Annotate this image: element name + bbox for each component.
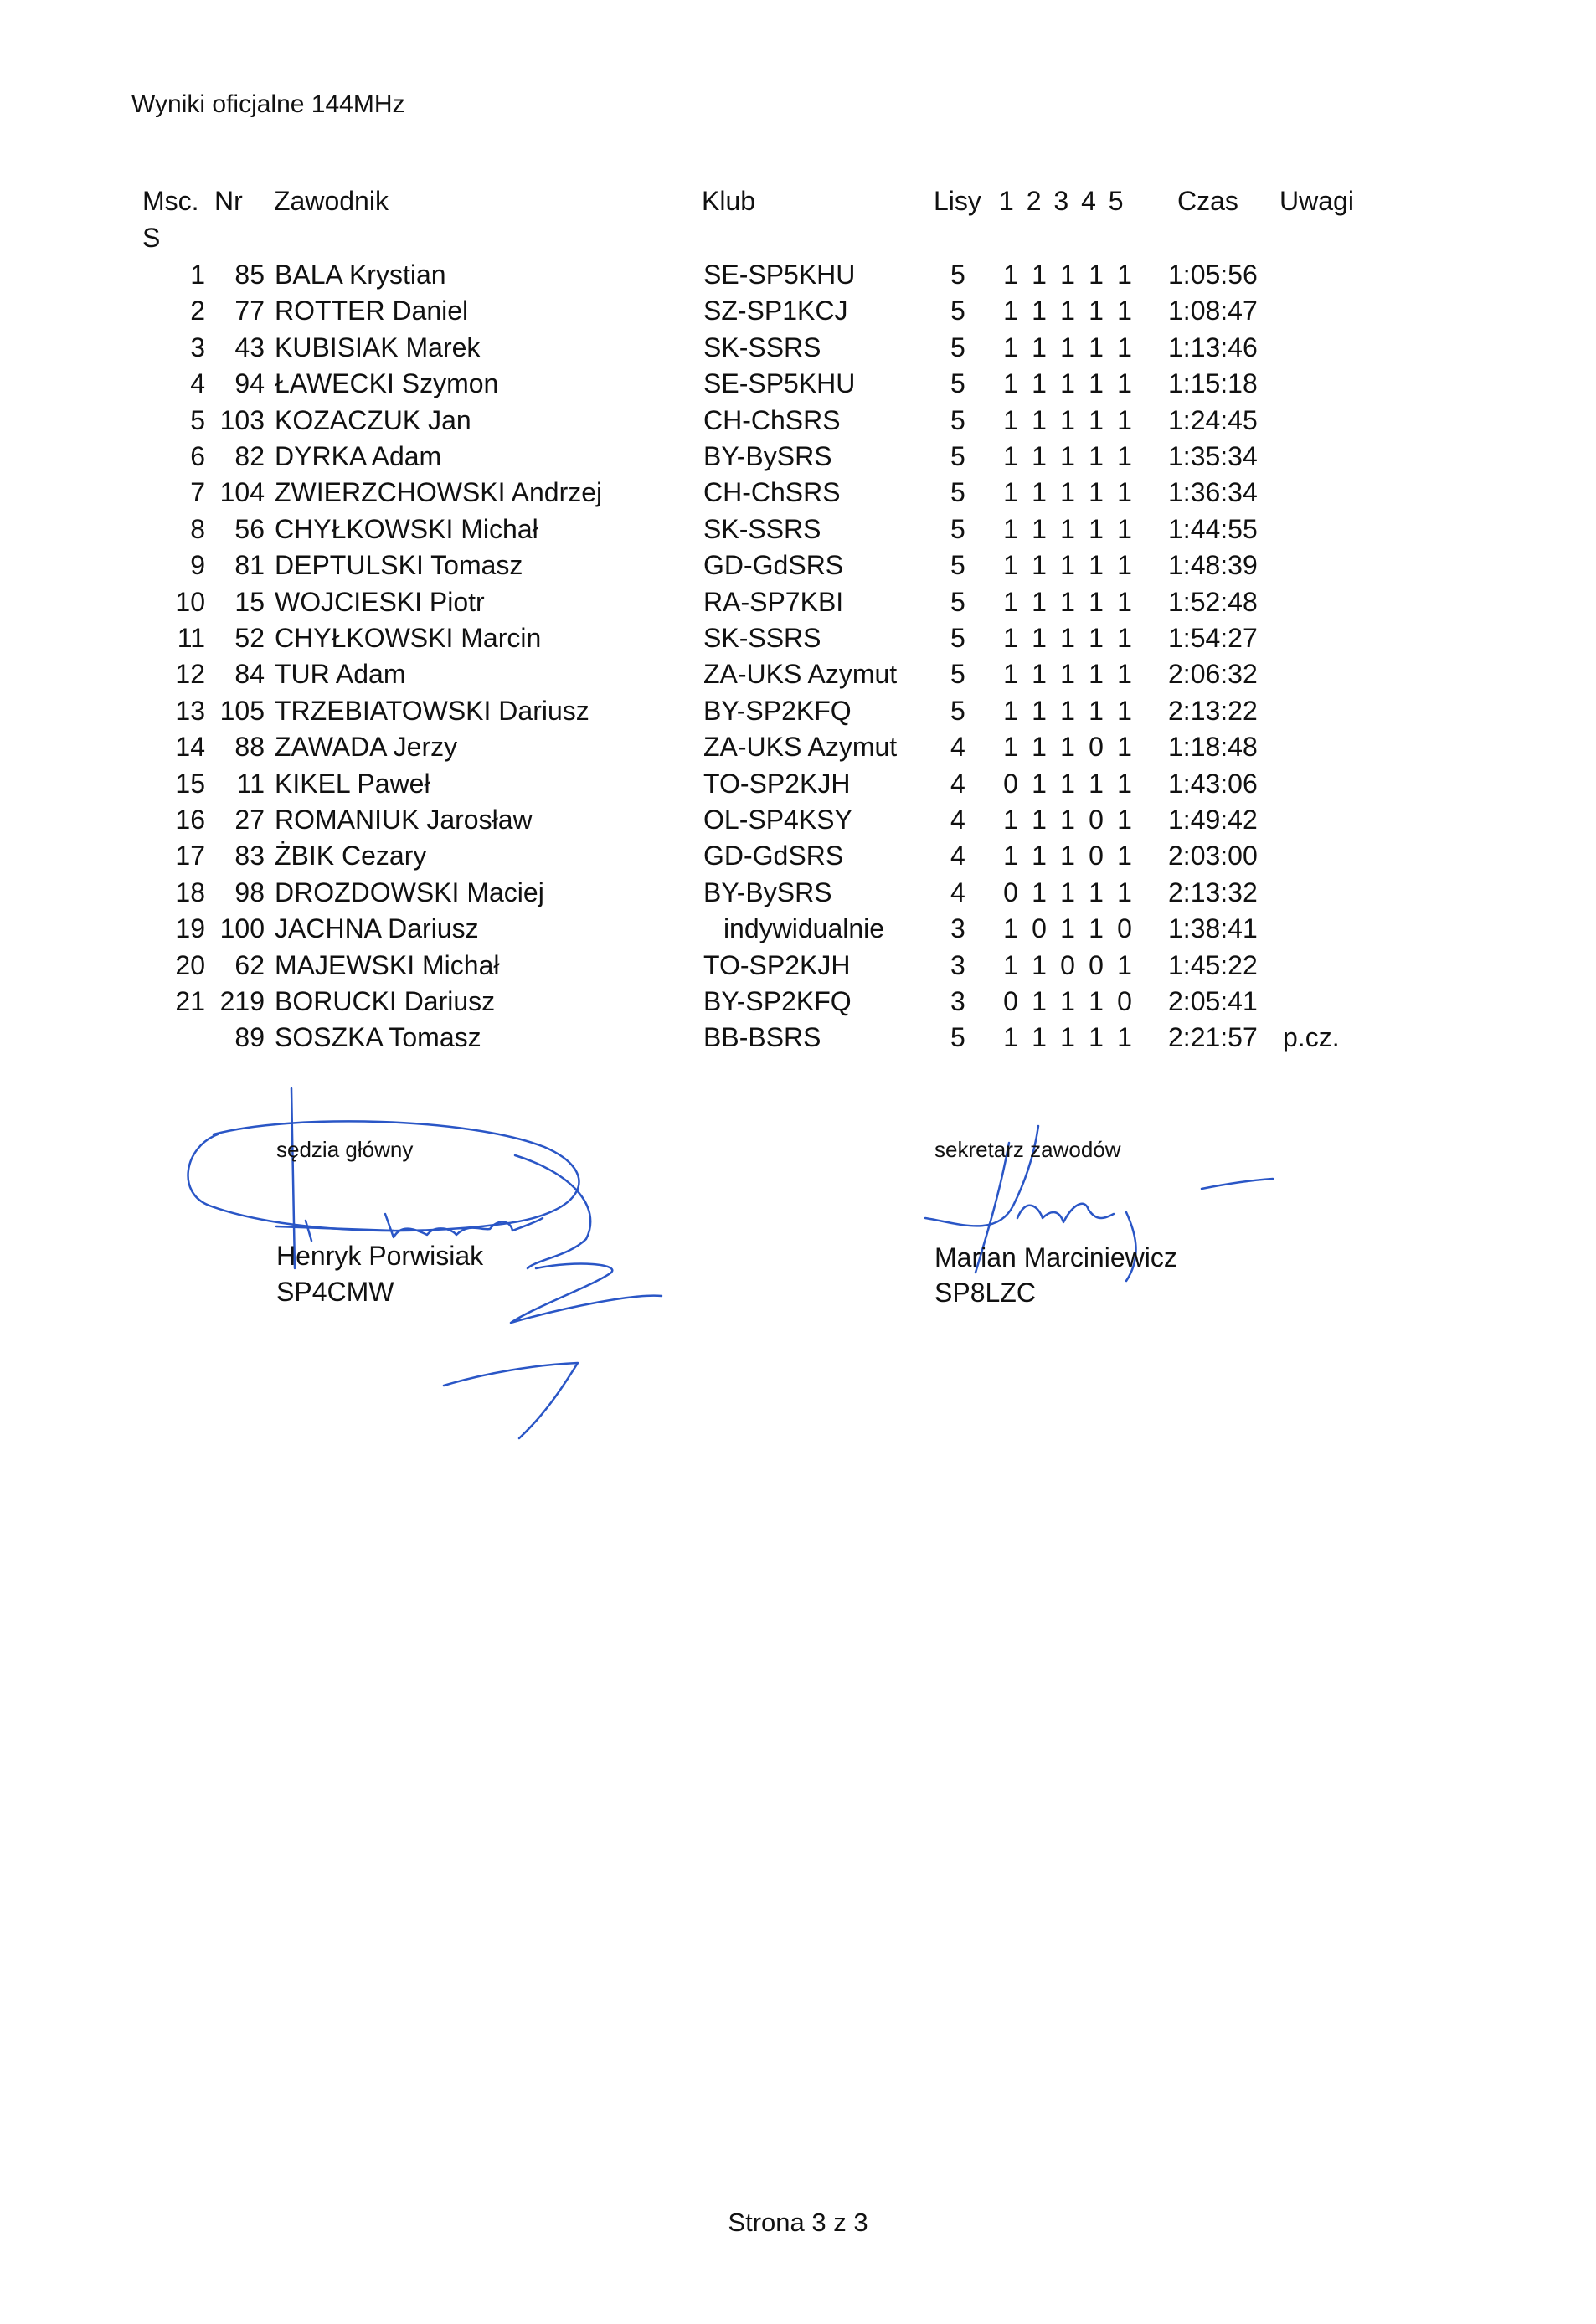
fox-5-cell: 1 bbox=[1117, 296, 1132, 326]
name-cell: ZWIERZCHOWSKI Andrzej bbox=[275, 477, 603, 508]
club-cell: SK-SSRS bbox=[703, 623, 821, 653]
time-cell: 1:18:48 bbox=[1168, 732, 1258, 763]
fox-3-cell: 1 bbox=[1060, 368, 1075, 399]
judge-role: sędzia główny bbox=[276, 1137, 414, 1162]
nr-cell: 98 bbox=[234, 877, 265, 907]
fox-1-cell: 1 bbox=[1003, 260, 1018, 290]
fox-4-cell: 1 bbox=[1089, 477, 1104, 508]
fox-4-cell: 0 bbox=[1089, 949, 1104, 980]
note-cell: p.cz. bbox=[1283, 1022, 1340, 1053]
lisy-cell: 5 bbox=[950, 513, 965, 544]
place-cell: 6 bbox=[190, 441, 205, 471]
time-cell: 2:05:41 bbox=[1168, 986, 1258, 1016]
nr-cell: 27 bbox=[234, 805, 265, 835]
fox-4-cell: 1 bbox=[1089, 550, 1104, 581]
nr-cell: 43 bbox=[234, 332, 265, 362]
fox-5-cell: 1 bbox=[1117, 441, 1132, 471]
lisy-cell: 4 bbox=[950, 877, 965, 907]
fox-1-cell: 1 bbox=[1003, 1022, 1018, 1053]
place-cell: 16 bbox=[175, 805, 205, 835]
club-cell: SK-SSRS bbox=[703, 332, 821, 362]
fox-1-cell: 1 bbox=[1003, 841, 1018, 872]
place-cell: 7 bbox=[190, 477, 205, 508]
fox-4-cell: 1 bbox=[1089, 296, 1104, 326]
fox-2-cell: 1 bbox=[1032, 404, 1047, 435]
place-cell: 20 bbox=[175, 949, 205, 980]
header-lisy: Lisy bbox=[934, 186, 981, 216]
name-cell: WOJCIESKI Piotr bbox=[275, 586, 485, 617]
fox-5-cell: 0 bbox=[1117, 913, 1132, 944]
fox-4-cell: 0 bbox=[1089, 805, 1104, 835]
place-cell: 13 bbox=[175, 695, 205, 726]
place-cell: 10 bbox=[175, 586, 205, 617]
lisy-cell: 4 bbox=[950, 732, 965, 763]
fox-5-cell: 1 bbox=[1117, 877, 1132, 907]
lisy-cell: 5 bbox=[950, 586, 965, 617]
time-cell: 1:15:18 bbox=[1168, 368, 1258, 399]
fox-3-cell: 1 bbox=[1060, 441, 1075, 471]
club-cell: RA-SP7KBI bbox=[703, 586, 844, 617]
fox-4-cell: 1 bbox=[1089, 986, 1104, 1016]
nr-cell: 89 bbox=[234, 1022, 265, 1053]
fox-3-cell: 1 bbox=[1060, 477, 1075, 508]
time-cell: 1:44:55 bbox=[1168, 513, 1258, 544]
nr-cell: 85 bbox=[234, 260, 265, 290]
place-cell: 4 bbox=[190, 368, 205, 399]
fox-1-cell: 1 bbox=[1003, 623, 1018, 653]
lisy-cell: 5 bbox=[950, 260, 965, 290]
club-cell: indywidualnie bbox=[723, 913, 885, 944]
fox-2-cell: 1 bbox=[1032, 586, 1047, 617]
time-cell: 1:05:56 bbox=[1168, 260, 1258, 290]
nr-cell: 104 bbox=[219, 477, 265, 508]
lisy-cell: 4 bbox=[950, 768, 965, 799]
time-cell: 1:54:27 bbox=[1168, 623, 1258, 653]
nr-cell: 11 bbox=[236, 768, 265, 799]
header-nr: Nr bbox=[214, 186, 243, 216]
name-cell: DROZDOWSKI Maciej bbox=[275, 877, 544, 907]
fox-1-cell: 1 bbox=[1003, 368, 1018, 399]
club-cell: SK-SSRS bbox=[703, 513, 821, 544]
fox-1-cell: 1 bbox=[1003, 332, 1018, 362]
lisy-cell: 5 bbox=[950, 550, 965, 581]
name-cell: CHYŁKOWSKI Marcin bbox=[275, 623, 542, 653]
fox-2-cell: 1 bbox=[1032, 659, 1047, 690]
fox-5-cell: 1 bbox=[1117, 550, 1132, 581]
place-cell: 17 bbox=[175, 841, 205, 872]
fox-4-cell: 1 bbox=[1089, 586, 1104, 617]
fox-1-cell: 1 bbox=[1003, 296, 1018, 326]
name-cell: ŻBIK Cezary bbox=[275, 841, 427, 872]
fox-1-cell: 1 bbox=[1003, 586, 1018, 617]
name-cell: ZAWADA Jerzy bbox=[275, 732, 458, 763]
lisy-cell: 4 bbox=[950, 805, 965, 835]
nr-cell: 82 bbox=[234, 441, 265, 471]
fox-4-cell: 1 bbox=[1089, 768, 1104, 799]
nr-cell: 83 bbox=[234, 841, 265, 872]
fox-4-cell: 1 bbox=[1089, 913, 1104, 944]
club-cell: SE-SP5KHU bbox=[703, 260, 856, 290]
fox-2-cell: 1 bbox=[1032, 949, 1047, 980]
header-msc-s: S bbox=[142, 223, 161, 253]
club-cell: BY-BySRS bbox=[703, 441, 832, 471]
header-zawodnik: Zawodnik bbox=[274, 186, 389, 216]
lisy-cell: 5 bbox=[950, 368, 965, 399]
fox-3-cell: 1 bbox=[1060, 332, 1075, 362]
fox-5-cell: 1 bbox=[1117, 586, 1132, 617]
secretary-callsign: SP8LZC bbox=[934, 1278, 1036, 1308]
fox-5-cell: 1 bbox=[1117, 260, 1132, 290]
club-cell: BY-BySRS bbox=[703, 877, 832, 907]
name-cell: KIKEL Paweł bbox=[275, 768, 430, 799]
time-cell: 1:49:42 bbox=[1168, 805, 1258, 835]
judge-name: Henryk Porwisiak bbox=[276, 1241, 484, 1271]
time-cell: 2:06:32 bbox=[1168, 659, 1258, 690]
fox-2-cell: 1 bbox=[1032, 513, 1047, 544]
fox-3-cell: 1 bbox=[1060, 695, 1075, 726]
document-title: Wyniki oficjalne 144MHz bbox=[131, 90, 405, 118]
fox-2-cell: 0 bbox=[1032, 913, 1047, 944]
place-cell: 9 bbox=[190, 550, 205, 581]
fox-1-cell: 1 bbox=[1003, 913, 1018, 944]
fox-3-cell: 1 bbox=[1060, 877, 1075, 907]
club-cell: BY-SP2KFQ bbox=[703, 695, 852, 726]
fox-1-cell: 1 bbox=[1003, 732, 1018, 763]
fox-3-cell: 1 bbox=[1060, 550, 1075, 581]
time-cell: 1:52:48 bbox=[1168, 586, 1258, 617]
place-cell: 14 bbox=[175, 732, 205, 763]
name-cell: BORUCKI Dariusz bbox=[275, 986, 496, 1016]
time-cell: 1:48:39 bbox=[1168, 550, 1258, 581]
club-cell: CH-ChSRS bbox=[703, 404, 841, 435]
nr-cell: 77 bbox=[234, 296, 265, 326]
header-msc: Msc. bbox=[142, 186, 199, 216]
fox-5-cell: 1 bbox=[1117, 768, 1132, 799]
nr-cell: 88 bbox=[234, 732, 265, 763]
fox-2-cell: 1 bbox=[1032, 441, 1047, 471]
name-cell: TRZEBIATOWSKI Dariusz bbox=[275, 695, 589, 726]
fox-3-cell: 1 bbox=[1060, 1022, 1075, 1053]
fox-3-cell: 1 bbox=[1060, 986, 1075, 1016]
time-cell: 2:03:00 bbox=[1168, 841, 1258, 872]
fox-1-cell: 0 bbox=[1003, 768, 1018, 799]
fox-5-cell: 1 bbox=[1117, 1022, 1132, 1053]
club-cell: GD-GdSRS bbox=[703, 841, 844, 872]
fox-5-cell: 1 bbox=[1117, 805, 1132, 835]
fox-4-cell: 1 bbox=[1089, 695, 1104, 726]
time-cell: 2:13:22 bbox=[1168, 695, 1258, 726]
place-cell: 2 bbox=[190, 296, 205, 326]
club-cell: SZ-SP1KCJ bbox=[703, 296, 848, 326]
fox-4-cell: 1 bbox=[1089, 404, 1104, 435]
fox-5-cell: 1 bbox=[1117, 477, 1132, 508]
fox-5-cell: 0 bbox=[1117, 986, 1132, 1016]
time-cell: 1:24:45 bbox=[1168, 404, 1258, 435]
header-klub: Klub bbox=[702, 186, 756, 216]
fox-2-cell: 1 bbox=[1032, 550, 1047, 581]
lisy-cell: 5 bbox=[950, 296, 965, 326]
time-cell: 2:13:32 bbox=[1168, 877, 1258, 907]
nr-cell: 103 bbox=[219, 404, 265, 435]
time-cell: 1:38:41 bbox=[1168, 913, 1258, 944]
lisy-cell: 5 bbox=[950, 659, 965, 690]
fox-4-cell: 1 bbox=[1089, 332, 1104, 362]
fox-3-cell: 1 bbox=[1060, 586, 1075, 617]
lisy-cell: 5 bbox=[950, 695, 965, 726]
fox-4-cell: 1 bbox=[1089, 368, 1104, 399]
time-cell: 1:35:34 bbox=[1168, 441, 1258, 471]
club-cell: TO-SP2KJH bbox=[703, 768, 851, 799]
name-cell: CHYŁKOWSKI Michał bbox=[275, 513, 538, 544]
place-cell: 18 bbox=[175, 877, 205, 907]
fox-5-cell: 1 bbox=[1117, 332, 1132, 362]
header-uwagi: Uwagi bbox=[1279, 186, 1354, 216]
header-czas: Czas bbox=[1177, 186, 1238, 216]
time-cell: 1:08:47 bbox=[1168, 296, 1258, 326]
fox-2-cell: 1 bbox=[1032, 623, 1047, 653]
club-cell: TO-SP2KJH bbox=[703, 949, 851, 980]
name-cell: ROMANIUK Jarosław bbox=[275, 805, 533, 835]
name-cell: DEPTULSKI Tomasz bbox=[275, 550, 523, 581]
fox-3-cell: 0 bbox=[1060, 949, 1075, 980]
fox-3-cell: 1 bbox=[1060, 732, 1075, 763]
judge-callsign: SP4CMW bbox=[276, 1277, 394, 1307]
club-cell: OL-SP4KSY bbox=[703, 805, 852, 835]
fox-4-cell: 1 bbox=[1089, 659, 1104, 690]
club-cell: SE-SP5KHU bbox=[703, 368, 856, 399]
name-cell: TUR Adam bbox=[275, 659, 406, 690]
nr-cell: 219 bbox=[219, 986, 265, 1016]
fox-5-cell: 1 bbox=[1117, 841, 1132, 872]
fox-2-cell: 1 bbox=[1032, 877, 1047, 907]
place-cell: 11 bbox=[177, 623, 205, 653]
fox-1-cell: 0 bbox=[1003, 877, 1018, 907]
fox-2-cell: 1 bbox=[1032, 296, 1047, 326]
nr-cell: 62 bbox=[234, 949, 265, 980]
fox-1-cell: 1 bbox=[1003, 550, 1018, 581]
club-cell: ZA-UKS Azymut bbox=[703, 659, 898, 690]
fox-2-cell: 1 bbox=[1032, 477, 1047, 508]
secretary-name: Marian Marciniewicz bbox=[934, 1242, 1177, 1273]
nr-cell: 105 bbox=[219, 695, 265, 726]
nr-cell: 56 bbox=[234, 513, 265, 544]
fox-2-cell: 1 bbox=[1032, 260, 1047, 290]
page-footer: Strona 3 z 3 bbox=[728, 2208, 868, 2237]
fox-1-cell: 1 bbox=[1003, 805, 1018, 835]
fox-2-cell: 1 bbox=[1032, 841, 1047, 872]
time-cell: 2:21:57 bbox=[1168, 1022, 1258, 1053]
fox-5-cell: 1 bbox=[1117, 513, 1132, 544]
place-cell: 8 bbox=[190, 513, 205, 544]
fox-1-cell: 1 bbox=[1003, 695, 1018, 726]
nr-cell: 15 bbox=[234, 586, 265, 617]
lisy-cell: 5 bbox=[950, 1022, 965, 1053]
name-cell: SOSZKA Tomasz bbox=[275, 1022, 481, 1053]
fox-1-cell: 1 bbox=[1003, 659, 1018, 690]
time-cell: 1:36:34 bbox=[1168, 477, 1258, 508]
nr-cell: 94 bbox=[234, 368, 265, 399]
fox-3-cell: 1 bbox=[1060, 841, 1075, 872]
fox-1-cell: 1 bbox=[1003, 513, 1018, 544]
name-cell: JACHNA Dariusz bbox=[275, 913, 479, 944]
club-cell: BY-SP2KFQ bbox=[703, 986, 852, 1016]
name-cell: MAJEWSKI Michał bbox=[275, 949, 500, 980]
nr-cell: 84 bbox=[234, 659, 265, 690]
fox-4-cell: 1 bbox=[1089, 260, 1104, 290]
name-cell: DYRKA Adam bbox=[275, 441, 442, 471]
fox-3-cell: 1 bbox=[1060, 260, 1075, 290]
fox-3-cell: 1 bbox=[1060, 659, 1075, 690]
name-cell: ROTTER Daniel bbox=[275, 296, 469, 326]
place-cell: 15 bbox=[175, 768, 205, 799]
club-cell: CH-ChSRS bbox=[703, 477, 841, 508]
fox-4-cell: 1 bbox=[1089, 441, 1104, 471]
fox-5-cell: 1 bbox=[1117, 659, 1132, 690]
fox-5-cell: 1 bbox=[1117, 695, 1132, 726]
place-cell: 12 bbox=[175, 659, 205, 690]
nr-cell: 100 bbox=[219, 913, 265, 944]
place-cell: 21 bbox=[175, 986, 205, 1016]
fox-5-cell: 1 bbox=[1117, 623, 1132, 653]
fox-5-cell: 1 bbox=[1117, 368, 1132, 399]
fox-1-cell: 1 bbox=[1003, 404, 1018, 435]
nr-cell: 81 bbox=[234, 550, 265, 581]
time-cell: 1:13:46 bbox=[1168, 332, 1258, 362]
name-cell: ŁAWECKI Szymon bbox=[275, 368, 499, 399]
fox-3-cell: 1 bbox=[1060, 513, 1075, 544]
fox-2-cell: 1 bbox=[1032, 695, 1047, 726]
fox-3-cell: 1 bbox=[1060, 768, 1075, 799]
fox-3-cell: 1 bbox=[1060, 404, 1075, 435]
place-cell: 5 bbox=[190, 404, 205, 435]
fox-2-cell: 1 bbox=[1032, 332, 1047, 362]
fox-3-cell: 1 bbox=[1060, 913, 1075, 944]
fox-4-cell: 1 bbox=[1089, 1022, 1104, 1053]
secretary-role: sekretarz zawodów bbox=[934, 1137, 1121, 1162]
fox-1-cell: 1 bbox=[1003, 949, 1018, 980]
lisy-cell: 4 bbox=[950, 841, 965, 872]
club-cell: BB-BSRS bbox=[703, 1022, 821, 1053]
fox-1-cell: 1 bbox=[1003, 441, 1018, 471]
club-cell: GD-GdSRS bbox=[703, 550, 844, 581]
lisy-cell: 5 bbox=[950, 477, 965, 508]
fox-4-cell: 0 bbox=[1089, 732, 1104, 763]
lisy-cell: 3 bbox=[950, 986, 965, 1016]
fox-4-cell: 0 bbox=[1089, 841, 1104, 872]
fox-3-cell: 1 bbox=[1060, 805, 1075, 835]
fox-2-cell: 1 bbox=[1032, 805, 1047, 835]
lisy-cell: 5 bbox=[950, 623, 965, 653]
name-cell: BALA Krystian bbox=[275, 260, 446, 290]
place-cell: 19 bbox=[175, 913, 205, 944]
fox-5-cell: 1 bbox=[1117, 732, 1132, 763]
lisy-cell: 3 bbox=[950, 913, 965, 944]
fox-5-cell: 1 bbox=[1117, 949, 1132, 980]
fox-2-cell: 1 bbox=[1032, 368, 1047, 399]
fox-4-cell: 1 bbox=[1089, 513, 1104, 544]
fox-2-cell: 1 bbox=[1032, 732, 1047, 763]
fox-5-cell: 1 bbox=[1117, 404, 1132, 435]
fox-3-cell: 1 bbox=[1060, 296, 1075, 326]
time-cell: 1:45:22 bbox=[1168, 949, 1258, 980]
name-cell: KUBISIAK Marek bbox=[275, 332, 481, 362]
name-cell: KOZACZUK Jan bbox=[275, 404, 471, 435]
fox-2-cell: 1 bbox=[1032, 986, 1047, 1016]
fox-3-cell: 1 bbox=[1060, 623, 1075, 653]
lisy-cell: 3 bbox=[950, 949, 965, 980]
club-cell: ZA-UKS Azymut bbox=[703, 732, 898, 763]
lisy-cell: 5 bbox=[950, 404, 965, 435]
place-cell: 1 bbox=[190, 260, 205, 290]
lisy-cell: 5 bbox=[950, 441, 965, 471]
header-points: 1 2 3 4 5 bbox=[999, 186, 1124, 216]
fox-4-cell: 1 bbox=[1089, 877, 1104, 907]
fox-2-cell: 1 bbox=[1032, 1022, 1047, 1053]
fox-4-cell: 1 bbox=[1089, 623, 1104, 653]
place-cell: 3 bbox=[190, 332, 205, 362]
lisy-cell: 5 bbox=[950, 332, 965, 362]
nr-cell: 52 bbox=[234, 623, 265, 653]
time-cell: 1:43:06 bbox=[1168, 768, 1258, 799]
fox-1-cell: 1 bbox=[1003, 477, 1018, 508]
fox-1-cell: 0 bbox=[1003, 986, 1018, 1016]
fox-2-cell: 1 bbox=[1032, 768, 1047, 799]
